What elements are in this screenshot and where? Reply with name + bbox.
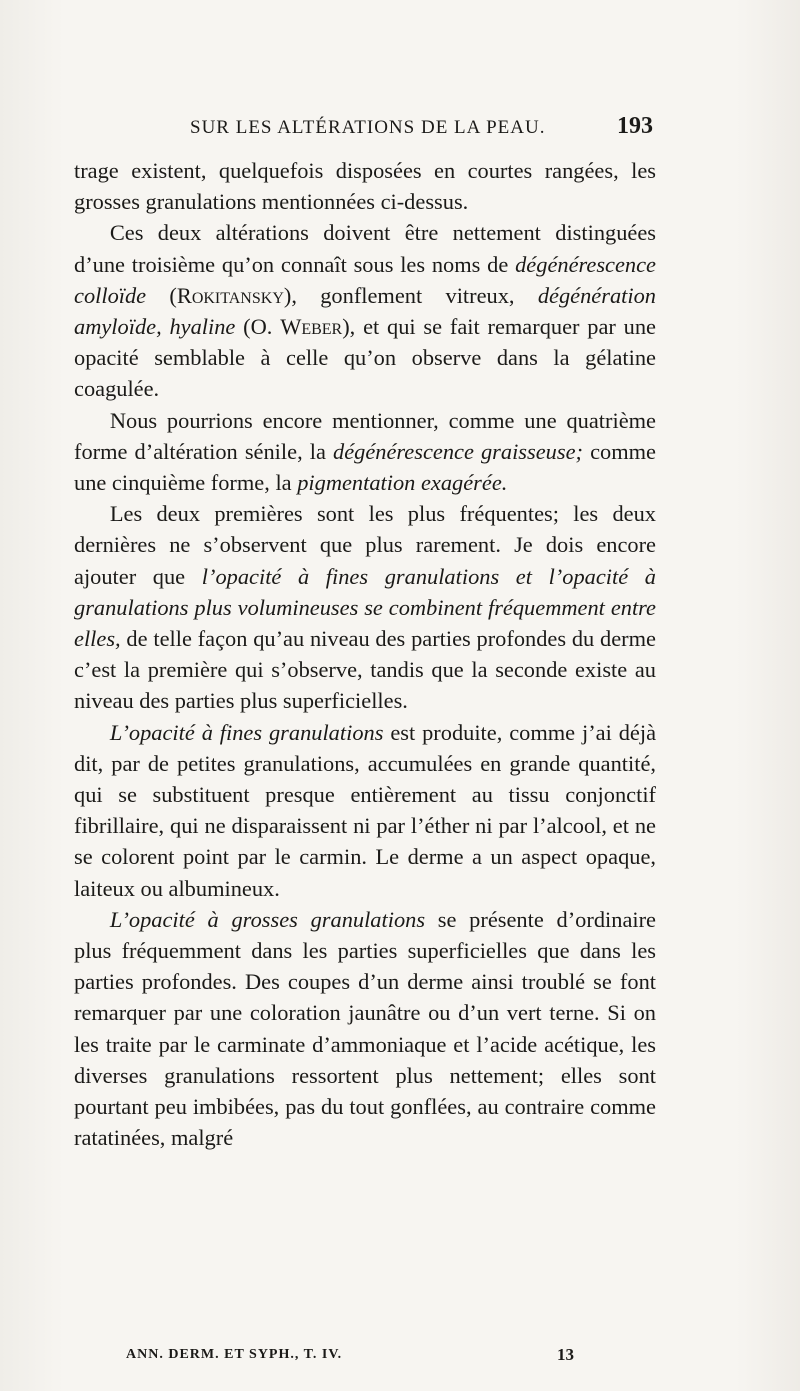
paragraph [74, 717, 656, 904]
paragraph [74, 155, 656, 217]
author-name: Rokitansky [176, 282, 284, 308]
footer-signature: ANN. DERM. ET SYPH., T. IV. [126, 1347, 343, 1362]
emphasized-term: dégénérescence graisseuse; [333, 438, 583, 464]
text-run: ( [146, 282, 177, 308]
emphasized-term: dégénérescence colloïde [74, 251, 656, 308]
text-run: de telle façon qu’au niveau des parties profondes du derme c’est la première qui s’observe, tandis que la seconde existe au niveau des parties plus superficielles. [74, 626, 656, 714]
running-head: SUR LES ALTÉRATIONS DE LA PEAU. [190, 117, 546, 138]
emphasized-term: L’opacité à grosses granulations [109, 906, 426, 932]
emphasized-term: pigmentation exagérée. [297, 470, 508, 496]
emphasized-term: dégénération amyloïde, hyaline [74, 282, 656, 340]
emphasized-term: L’opacité à fines granulations [109, 719, 384, 745]
emphasized-term: l’opacité à fines granulations et l’opacité à granulations plus volumineuses se combinent fréquemment entre elles, [74, 563, 656, 652]
paragraph [74, 405, 656, 499]
text-run: ), et qui se fait remarquer par une opacité semblable à celle qu’on observe dans la gélatine coagulée. [74, 314, 656, 402]
text-run: se présente d’ordinaire plus fréquemment dans les parties superficielles que dans les parties profondes. Des coupes d’un derme ainsi troublé se font remarquer par une coloration jaunâtre ou d’un vert terne. Si on les traite par le carminate d’ammoniaque et l’acide acétique, les diverses granulations ressortent plus nettement; elles sont pourtant peu imbibées, pas du tout gonflées, au contraire comme ratatinées, malgré [74, 906, 656, 1151]
paragraph [74, 498, 656, 716]
text-run: Ces deux altérations doivent être nettement distinguées d’une troisième qu’on connaît sous les noms de [74, 220, 656, 277]
text-run: Les deux premières sont les plus fréquentes; les deux dernières ne s’observent que plus rarement. Je dois encore ajouter que [74, 501, 656, 589]
text-run: comme une cinquième forme, la [74, 438, 656, 496]
footer-signature-number: 13 [557, 1345, 574, 1364]
text-run: ), gonflement vitreux, [283, 282, 538, 308]
paragraph [74, 904, 656, 1154]
body-text [74, 155, 656, 1154]
text-run: (O. [235, 314, 281, 340]
text-run: trage existent, quelquefois disposées en courtes rangées, les grosses granulations mentionnées ci-dessus. [74, 158, 656, 215]
text-run: est produite, comme j’ai déjà dit, par de petites granulations, accumulées en grande quantité, qui se substituent presque entièrement au tissu conjonctif fibrillaire, qui ne disparaissent ni par l’éther ni par l’alcool, et ne se colorent point par le carmin. Le derme a un aspect opaque, laiteux ou albumineux. [74, 719, 657, 901]
paragraph [74, 217, 656, 404]
author-name: Weber [280, 314, 343, 340]
page-number: 193 [617, 113, 653, 139]
text-run: Nous pourrions encore mentionner, comme une quatrième forme d’altération sénile, la [74, 407, 656, 464]
